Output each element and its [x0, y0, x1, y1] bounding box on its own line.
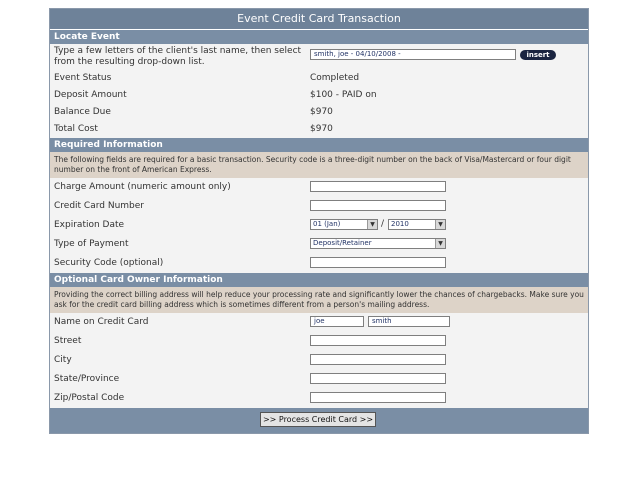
charge-amount-row — [50, 178, 588, 197]
deposit-amount-label: Deposit Amount — [54, 90, 127, 100]
chevron-down-icon: ▼ — [435, 220, 445, 229]
event-search-input[interactable]: smith, joe - 04/10/2008 - — [310, 49, 516, 60]
name-on-card-row — [50, 313, 588, 332]
event-status-row — [50, 70, 588, 87]
exp-month-select[interactable] — [310, 219, 378, 230]
chevron-down-icon: ▼ — [367, 220, 377, 229]
total-cost-label: Total Cost — [54, 124, 98, 134]
card-number-label: Credit Card Number — [54, 201, 144, 211]
total-cost-row — [50, 121, 588, 138]
event-status-label: Event Status — [54, 73, 112, 83]
street-input[interactable] — [310, 335, 446, 346]
form-footer — [50, 408, 588, 433]
insert-button[interactable]: insert — [520, 50, 556, 60]
exp-year-select[interactable] — [388, 219, 446, 230]
security-code-row — [50, 254, 588, 273]
transaction-panel — [49, 8, 589, 434]
state-label: State/Province — [54, 374, 120, 384]
section-header-required: Required Information — [50, 138, 588, 152]
exp-separator: / — [381, 219, 385, 229]
zip-input[interactable] — [310, 392, 446, 403]
event-status-value: Completed — [310, 73, 360, 83]
security-code-label: Security Code (optional) — [54, 258, 164, 268]
balance-due-label: Balance Due — [54, 107, 111, 117]
payment-type-value: Deposit/Retainer — [313, 239, 372, 247]
name-on-card-label: Name on Credit Card — [54, 317, 149, 327]
expiration-label: Expiration Date — [54, 220, 125, 230]
charge-amount-label: Charge Amount (numeric amount only) — [54, 182, 231, 192]
deposit-amount-row — [50, 87, 588, 104]
section-header-locate-event: Locate Event — [50, 30, 588, 44]
last-name-input[interactable]: smith — [368, 316, 450, 327]
street-row — [50, 332, 588, 351]
card-number-row — [50, 197, 588, 216]
deposit-amount-value: $100 - PAID on — [310, 90, 377, 100]
payment-type-select[interactable] — [310, 238, 446, 249]
zip-label: Zip/Postal Code — [54, 393, 125, 403]
chevron-down-icon: ▼ — [435, 239, 445, 248]
expiration-row — [50, 216, 588, 235]
locate-instruction: Type a few letters of the client's last name, then select from the resulting drop-down list. — [54, 46, 302, 67]
required-note: The following fields are required for a basic transaction. Security code is a three-digit number on the back of Visa/Mastercard or four digit number on the front of American Express. — [50, 152, 588, 178]
state-row — [50, 370, 588, 389]
balance-due-value: $970 — [310, 107, 333, 117]
process-credit-card-button[interactable]: >> Process Credit Card >> — [260, 412, 376, 427]
section-header-optional: Optional Card Owner Information — [50, 273, 588, 287]
city-input[interactable] — [310, 354, 446, 365]
street-label: Street — [54, 336, 82, 346]
optional-note: Providing the correct billing address will help reduce your processing rate and significantly lower the chances of chargebacks. Make sure you ask for the credit card billing address which is sometimes different from a person's mailing address. — [50, 287, 588, 313]
city-label: City — [54, 355, 72, 365]
payment-type-row — [50, 235, 588, 254]
first-name-input[interactable]: joe — [310, 316, 364, 327]
payment-type-label: Type of Payment — [54, 239, 129, 249]
page-title: Event Credit Card Transaction — [50, 9, 588, 30]
state-input[interactable] — [310, 373, 446, 384]
balance-due-row — [50, 104, 588, 121]
exp-year-value: 2010 — [391, 220, 409, 228]
total-cost-value: $970 — [310, 124, 333, 134]
card-number-input[interactable] — [310, 200, 446, 211]
security-code-input[interactable] — [310, 257, 446, 268]
city-row — [50, 351, 588, 370]
charge-amount-input[interactable] — [310, 181, 446, 192]
zip-row — [50, 389, 588, 408]
exp-month-value: 01 (Jan) — [313, 220, 341, 228]
locate-event-row — [50, 44, 588, 70]
